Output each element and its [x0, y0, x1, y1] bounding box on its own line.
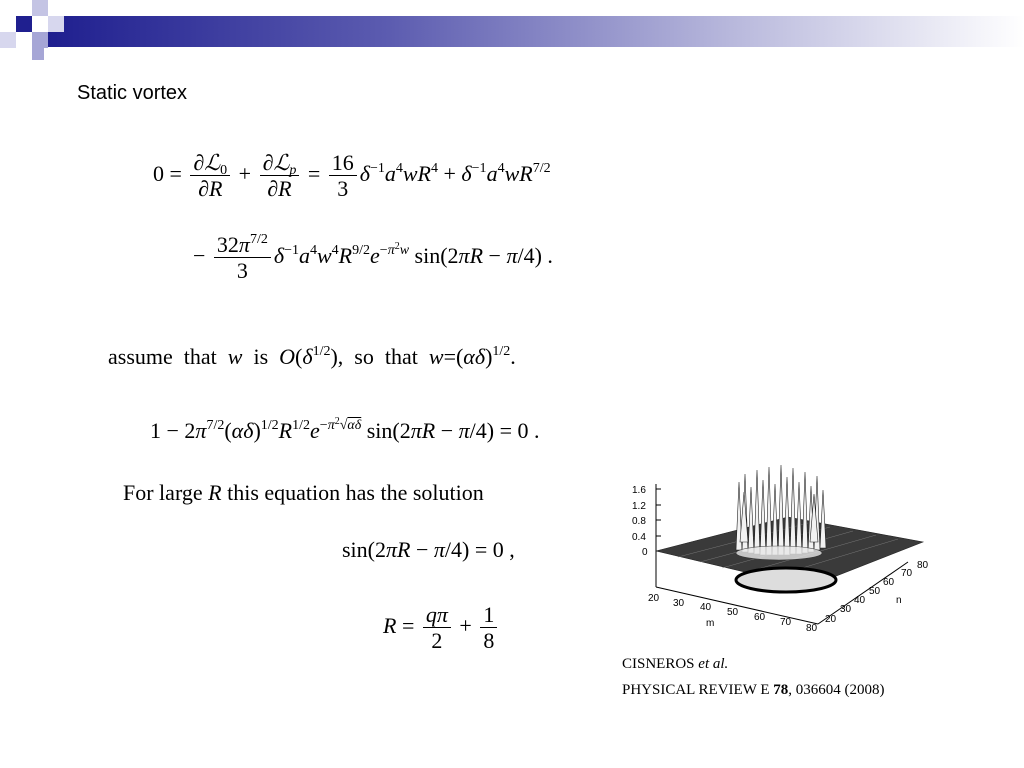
- vortex-surface-plot: [618, 462, 938, 642]
- equation-line-1: 0 = $\frac{\partial ℒ_0}{\partial R}$ + $\frac{\partial ℒ_p}{\partial R}$ = $\frac{16}{3}$ $\delta^{-1}a^4wR^4 + \delta^{-1}a^4wR^{7/2}$: [153, 150, 551, 202]
- equation-line-3: $1 - 2\pi^{7/2}(\alpha\delta)^{1/2}R^{1/2}e^{-\pi^2√\alpha\delta}$ sin(2πR − π/4) = 0 .: [150, 416, 540, 443]
- slide-title: Static vortex: [77, 82, 188, 104]
- header-band: [48, 16, 1024, 47]
- n-tick-label: 20: [825, 614, 837, 625]
- z-tick-label: 1.2: [632, 501, 646, 512]
- m-tick-label: 30: [673, 598, 685, 609]
- m-tick-label: 60: [754, 612, 766, 623]
- z-tick-label: 0.8: [632, 516, 646, 527]
- z-tick-label: 1.6: [632, 485, 646, 496]
- ring-projection: [736, 568, 836, 592]
- caption-ref: , 036604 (2008): [788, 682, 885, 698]
- header-square-light: [48, 16, 64, 32]
- n-tick-label: 80: [917, 560, 929, 571]
- equation-line-5: R = $\frac{q\pi}{2}$ + $\frac{1}{8}$: [383, 602, 500, 654]
- equation-line-2: − $\frac{32\pi^{7/2}}{3}$ $\delta^{-1}a^4w^4R^{9/2}e^{-\pi^2w}$ sin(2πR − π/4) .: [193, 232, 553, 284]
- caption-journal: PHYSICAL REVIEW E: [622, 682, 770, 698]
- m-tick-label: 20: [648, 593, 660, 604]
- figure-caption-author: [622, 656, 728, 673]
- z-tick-label: 0.4: [632, 532, 646, 543]
- m-axis-label: m: [706, 618, 715, 629]
- header-square-light: [32, 48, 44, 60]
- n-tick-label: 40: [854, 595, 866, 606]
- n-tick-label: 50: [869, 586, 881, 597]
- m-tick-label: 80: [806, 623, 818, 634]
- equation-line-4: sin(2πR − π/4) = 0 ,: [342, 537, 515, 562]
- m-tick-label: 50: [727, 607, 739, 618]
- m-tick-label: 70: [780, 617, 792, 628]
- caption-volume: 78: [773, 682, 789, 698]
- caption-author: CISNEROS: [622, 656, 695, 672]
- m-tick-label: 40: [700, 602, 712, 613]
- solution-statement: For large R this equation has the solution: [123, 480, 484, 505]
- n-tick-label: 60: [883, 577, 895, 588]
- header-square-light: [32, 0, 48, 16]
- header-square-light: [32, 32, 48, 48]
- spike-ring: [736, 465, 826, 555]
- n-tick-label: 30: [840, 604, 852, 615]
- header-square-light: [0, 32, 16, 48]
- z-tick-label: 0: [642, 547, 648, 558]
- n-axis-label: n: [896, 595, 902, 606]
- figure-caption-journal: [622, 682, 885, 699]
- header-square-dark: [16, 16, 32, 32]
- assume-statement: assume that w is $O(\delta^{1/2})$, so that $w=(\alpha\delta)^{1/2}$.: [108, 344, 516, 369]
- caption-etal: et al.: [698, 656, 729, 672]
- n-tick-label: 70: [901, 568, 913, 579]
